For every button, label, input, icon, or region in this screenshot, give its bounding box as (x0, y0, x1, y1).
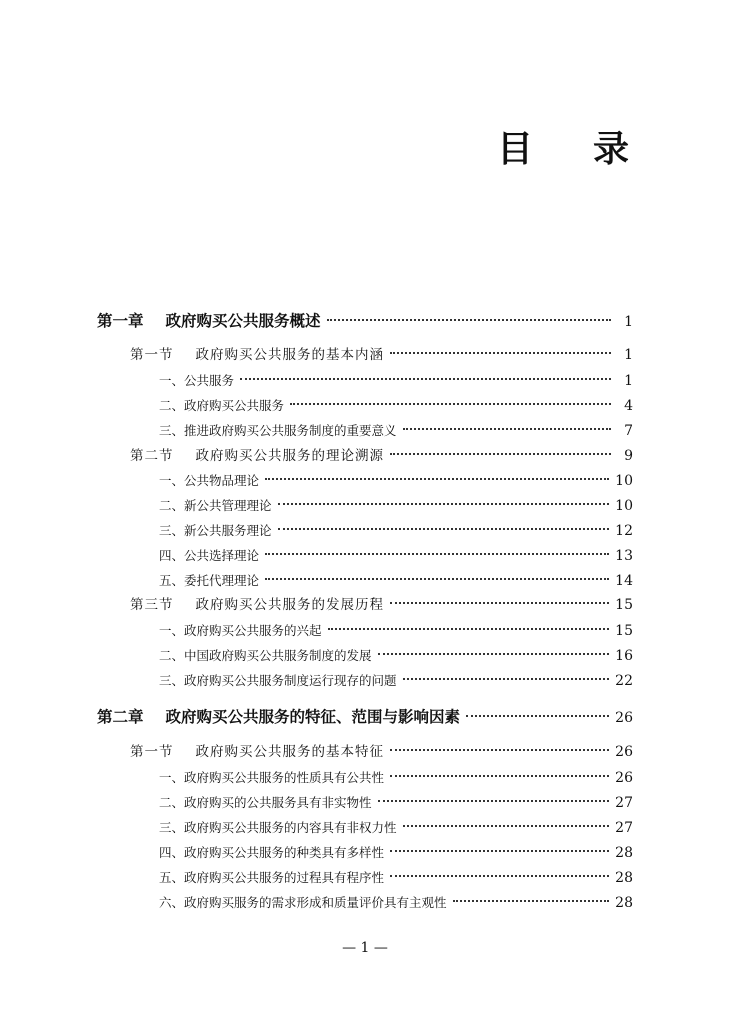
section-title: 政府购买公共服务的理论溯源 (195, 448, 384, 464)
item-title: 三、政府购买公共服务的内容具有非权力性 (159, 820, 397, 835)
page-number: 10 (615, 498, 633, 514)
toc-section-entry[interactable] (130, 344, 633, 366)
item-title: 五、政府购买公共服务的过程具有程序性 (159, 870, 385, 885)
toc-section-entry[interactable] (130, 594, 633, 616)
section-number: 第一节 (130, 744, 174, 760)
toc-item-entry[interactable] (159, 470, 633, 492)
toc-item-entry[interactable] (159, 792, 633, 814)
item-title: 二、新公共管理理论 (159, 498, 272, 513)
toc-item-entry[interactable] (159, 370, 633, 392)
item-title: 三、推进政府购买公共服务制度的重要意义 (159, 423, 397, 438)
toc-label (130, 344, 384, 366)
section-title: 政府购买公共服务的基本内涵 (195, 347, 384, 363)
item-title: 二、政府购买公共服务 (159, 398, 285, 413)
dot-leader (390, 850, 609, 852)
section-number: 第一节 (130, 347, 174, 363)
toc-item-entry[interactable] (159, 545, 633, 567)
dot-leader (390, 875, 609, 877)
toc-item-entry[interactable] (159, 645, 633, 667)
page-number: 26 (615, 710, 633, 726)
page-number: 27 (615, 820, 633, 836)
page-number: 22 (615, 673, 633, 689)
dot-leader (390, 352, 611, 354)
page-number: 15 (615, 623, 633, 639)
item-title: 四、公共选择理论 (159, 548, 260, 563)
dot-leader (453, 900, 610, 902)
page-number: 1 (624, 314, 633, 330)
toc-item-entry[interactable] (159, 495, 633, 517)
page-number: 12 (615, 523, 633, 539)
toc-item-entry[interactable] (159, 842, 633, 864)
dot-leader (265, 578, 609, 580)
dot-leader (390, 602, 609, 604)
page-number: 10 (615, 473, 633, 489)
dot-leader (265, 553, 609, 555)
item-title: 六、政府购买服务的需求形成和质量评价具有主观性 (159, 895, 447, 910)
chapter-title: 政府购买公共服务的特征、范围与影响因素 (165, 708, 461, 726)
toc-item-entry[interactable] (159, 767, 633, 789)
toc-label (130, 445, 384, 467)
chapter-title: 政府购买公共服务概述 (165, 312, 321, 330)
dot-leader (466, 715, 609, 717)
chapter-number: 第一章 (97, 312, 144, 330)
item-title: 一、政府购买公共服务的兴起 (159, 623, 322, 638)
title-char-2: 录 (593, 129, 630, 170)
dot-leader (327, 319, 611, 321)
toc-item-entry[interactable] (159, 570, 633, 592)
dot-leader (390, 453, 611, 455)
page-number: 27 (615, 795, 633, 811)
item-title: 一、公共物品理论 (159, 473, 260, 488)
item-title: 三、新公共服务理论 (159, 523, 272, 538)
dot-leader (278, 503, 610, 505)
page-number: 14 (615, 573, 633, 589)
toc-item-entry[interactable] (159, 817, 633, 839)
dot-leader (403, 428, 611, 430)
item-title: 三、政府购买公共服务制度运行现存的问题 (159, 673, 397, 688)
section-title: 政府购买公共服务的基本特征 (195, 744, 384, 760)
chapter-number: 第二章 (97, 708, 144, 726)
title-char-1: 目 (497, 129, 534, 170)
section-number: 第二节 (130, 448, 174, 464)
toc-label (97, 706, 460, 728)
page-number: 15 (615, 597, 633, 613)
dot-leader (390, 775, 609, 777)
dot-leader (240, 378, 611, 380)
toc-chapter-entry[interactable] (97, 310, 633, 332)
dot-leader (378, 653, 610, 655)
toc-item-entry[interactable] (159, 867, 633, 889)
toc-chapter-entry[interactable] (97, 706, 633, 728)
page-number: 1 (624, 373, 633, 389)
toc-item-entry[interactable] (159, 620, 633, 642)
item-title: 五、委托代理理论 (159, 573, 260, 588)
page-number: 7 (624, 423, 633, 439)
item-title: 四、政府购买公共服务的种类具有多样性 (159, 845, 385, 860)
page-number: 1 (624, 347, 633, 363)
section-number: 第三节 (130, 597, 174, 613)
item-title: 一、公共服务 (159, 373, 235, 388)
toc-item-entry[interactable] (159, 892, 633, 914)
toc-section-entry[interactable] (130, 445, 633, 467)
dot-leader (328, 628, 610, 630)
toc-section-entry[interactable] (130, 741, 633, 763)
page-number: 16 (615, 648, 633, 664)
page-number: 28 (615, 845, 633, 861)
dot-leader (403, 678, 610, 680)
page-number: 13 (615, 548, 633, 564)
page-number: 26 (615, 770, 633, 786)
dot-leader (378, 800, 610, 802)
page-number: 9 (624, 448, 633, 464)
toc-label (130, 741, 384, 763)
dot-leader (390, 749, 609, 751)
toc-label (97, 310, 321, 332)
page-footer (0, 937, 730, 959)
section-title: 政府购买公共服务的发展历程 (195, 597, 384, 613)
dot-leader (265, 478, 609, 480)
toc-item-entry[interactable] (159, 670, 633, 692)
toc-item-entry[interactable] (159, 420, 633, 442)
dot-leader (403, 825, 610, 827)
item-title: 二、中国政府购买公共服务制度的发展 (159, 648, 372, 663)
toc-item-entry[interactable] (159, 520, 633, 542)
toc-label (130, 594, 384, 616)
page-number: 28 (615, 870, 633, 886)
toc-item-entry[interactable] (159, 395, 633, 417)
dot-leader (278, 528, 610, 530)
item-title: 二、政府购买的公共服务具有非实物性 (159, 795, 372, 810)
page-number: 28 (615, 895, 633, 911)
footer-page-number: — 1 — (342, 940, 388, 956)
page-number: 26 (615, 744, 633, 760)
page-number: 4 (624, 398, 633, 414)
item-title: 一、政府购买公共服务的性质具有公共性 (159, 770, 385, 785)
dot-leader (290, 403, 611, 405)
